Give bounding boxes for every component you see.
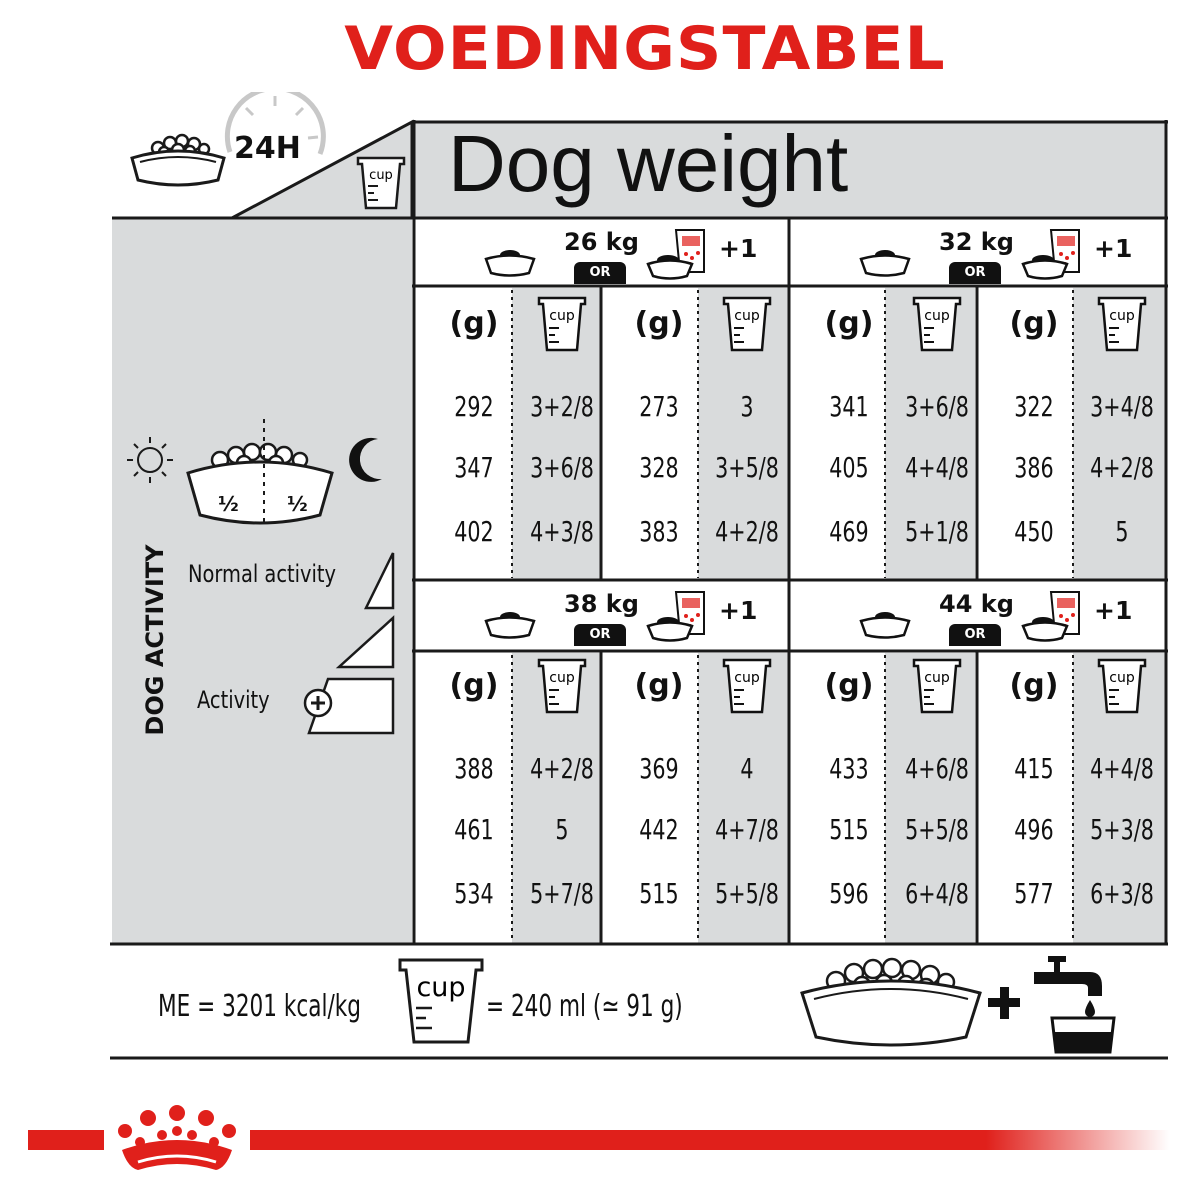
energy-value: ME = 3201 kcal/kg bbox=[158, 989, 361, 1024]
footer-food-bowl-icon bbox=[796, 955, 986, 1047]
weight-3-dry-cups-row-2: 5 bbox=[555, 813, 569, 846]
cup-icon-label: cup bbox=[369, 168, 393, 183]
half-left-label: ½ bbox=[218, 492, 239, 516]
weight-3-mixed-cup-icon bbox=[722, 658, 772, 716]
weight-3-mixed-grams-row-1: 369 bbox=[639, 752, 679, 785]
weight-1-dry-bowl-icon bbox=[482, 244, 538, 278]
weight-3-mixed-grams-row-2: 442 bbox=[639, 813, 679, 846]
weight-2-dry-cup-icon bbox=[912, 296, 962, 354]
weight-1-mixed-grams-row-3: 383 bbox=[639, 515, 679, 548]
weight-3-mixed-cups-row-2: 4+7/8 bbox=[715, 813, 779, 846]
royal-canin-crown-logo bbox=[112, 1100, 242, 1180]
weight-2-mixed-grams-row-2: 386 bbox=[1014, 451, 1054, 484]
weight-1-mixed-cup-icon bbox=[722, 296, 772, 354]
weight-1-dry-grams-row-1: 292 bbox=[454, 390, 494, 423]
weight-2-dry-cups-row-3: 5+1/8 bbox=[905, 515, 969, 548]
weight-2-mixed-cups-row-2: 4+2/8 bbox=[1090, 451, 1154, 484]
weight-1-mixed-grams-header: (g) bbox=[634, 306, 684, 341]
weight-4-dry-grams-row-2: 515 bbox=[829, 813, 869, 846]
dog-weight-title: Dog weight bbox=[448, 119, 849, 208]
food-bowl-icon bbox=[126, 128, 230, 188]
weight-4-wet-pouch-icon bbox=[1021, 588, 1087, 644]
weight-2-dry-grams-row-2: 405 bbox=[829, 451, 869, 484]
weight-4-dry-bowl-icon bbox=[857, 606, 913, 640]
half-right-label: ½ bbox=[287, 492, 308, 516]
weight-1-dry-cups-row-3: 4+3/8 bbox=[530, 515, 594, 548]
weight-2-mixed-grams-header: (g) bbox=[1009, 306, 1059, 341]
weight-4-dry-cups-row-3: 6+4/8 bbox=[905, 877, 969, 910]
weight-1-mixed-grams-row-2: 328 bbox=[639, 451, 679, 484]
weight-1-dry-grams-row-3: 402 bbox=[454, 515, 494, 548]
weight-2-dry-cups-row-2: 4+4/8 bbox=[905, 451, 969, 484]
weight-1-dry-grams-header: (g) bbox=[449, 306, 499, 341]
activity-plus-label: Activity bbox=[197, 686, 270, 714]
weight-3-mixed-cups-row-3: 5+5/8 bbox=[715, 877, 779, 910]
weight-2-dry-grams-row-1: 341 bbox=[829, 390, 869, 423]
svg-text:cup: cup bbox=[1109, 670, 1135, 686]
weight-1-dry-cups-row-2: 3+6/8 bbox=[530, 451, 594, 484]
weight-2-dry-cups-row-1: 3+6/8 bbox=[905, 390, 969, 423]
weight-3-wet-pouch-icon bbox=[646, 588, 712, 644]
weight-1-mixed-cups-row-2: 3+5/8 bbox=[715, 451, 779, 484]
weight-2-or-label: OR bbox=[949, 262, 1001, 284]
weight-4-mixed-grams-header: (g) bbox=[1009, 668, 1059, 703]
weight-3-dry-grams-row-1: 388 bbox=[454, 752, 494, 785]
svg-text:cup: cup bbox=[734, 670, 760, 686]
weight-1-dry-cup-icon bbox=[537, 296, 587, 354]
normal-activity-label: Normal activity bbox=[188, 560, 337, 588]
cup-icon bbox=[356, 156, 406, 212]
page-title: VOEDINGSTABEL bbox=[344, 14, 946, 84]
weight-2-wet-pouch-icon bbox=[1021, 226, 1087, 282]
weight-3-mixed-cups-row-1: 4 bbox=[740, 752, 754, 785]
footer-cup-label: cup bbox=[416, 972, 466, 1003]
weight-4-or-label: OR bbox=[949, 624, 1001, 646]
dog-activity-title: DOG ACTIVITY bbox=[141, 544, 169, 736]
sun-icon bbox=[127, 437, 173, 483]
weight-4-dry-cup-icon bbox=[912, 658, 962, 716]
svg-text:cup: cup bbox=[549, 308, 575, 324]
weight-3-dry-grams-header: (g) bbox=[449, 668, 499, 703]
weight-2-label: 32 kg bbox=[939, 228, 1014, 256]
weight-2-plus-one: +1 bbox=[1094, 234, 1133, 263]
svg-text:cup: cup bbox=[1109, 308, 1135, 324]
weight-2-mixed-grams-row-1: 322 bbox=[1014, 390, 1054, 423]
weight-2-mixed-cups-row-3: 5 bbox=[1115, 515, 1129, 548]
weight-2-mixed-cups-row-1: 3+4/8 bbox=[1090, 390, 1154, 423]
weight-3-dry-grams-row-3: 534 bbox=[454, 877, 494, 910]
weight-4-dry-grams-header: (g) bbox=[824, 668, 874, 703]
weight-3-or-label: OR bbox=[574, 624, 626, 646]
weight-1-wet-pouch-icon bbox=[646, 226, 712, 282]
weight-1-dry-grams-row-2: 347 bbox=[454, 451, 494, 484]
weight-3-dry-cups-row-3: 5+7/8 bbox=[530, 877, 594, 910]
weight-3-plus-one: +1 bbox=[719, 596, 758, 625]
weight-1-label: 26 kg bbox=[564, 228, 639, 256]
moon-icon bbox=[349, 438, 382, 482]
svg-text:cup: cup bbox=[924, 670, 950, 686]
day-night-bowl-group bbox=[120, 415, 400, 535]
weight-3-mixed-grams-header: (g) bbox=[634, 668, 684, 703]
weight-1-plus-one: +1 bbox=[719, 234, 758, 263]
weight-1-dry-cups-row-1: 3+2/8 bbox=[530, 390, 594, 423]
weight-3-dry-cups-row-1: 4+2/8 bbox=[530, 752, 594, 785]
weight-3-dry-grams-row-2: 461 bbox=[454, 813, 494, 846]
svg-text:cup: cup bbox=[924, 308, 950, 324]
weight-4-dry-grams-row-1: 433 bbox=[829, 752, 869, 785]
weight-4-dry-grams-row-3: 596 bbox=[829, 877, 869, 910]
weight-4-dry-cups-row-1: 4+6/8 bbox=[905, 752, 969, 785]
plus-circle-icon bbox=[302, 687, 334, 719]
svg-text:cup: cup bbox=[549, 670, 575, 686]
weight-4-dry-cups-row-2: 5+5/8 bbox=[905, 813, 969, 846]
weight-1-mixed-grams-row-1: 273 bbox=[639, 390, 679, 423]
weight-4-mixed-cups-row-2: 5+3/8 bbox=[1090, 813, 1154, 846]
weight-2-dry-grams-row-3: 469 bbox=[829, 515, 869, 548]
weight-4-mixed-grams-row-2: 496 bbox=[1014, 813, 1054, 846]
weight-4-mixed-cups-row-1: 4+4/8 bbox=[1090, 752, 1154, 785]
weight-2-dry-bowl-icon bbox=[857, 244, 913, 278]
weight-1-mixed-cups-row-3: 4+2/8 bbox=[715, 515, 779, 548]
weight-2-mixed-cup-icon bbox=[1097, 296, 1147, 354]
footer-cup-icon bbox=[398, 958, 484, 1046]
weight-3-label: 38 kg bbox=[564, 590, 639, 618]
weight-4-mixed-grams-row-3: 577 bbox=[1014, 877, 1054, 910]
weight-2-mixed-grams-row-3: 450 bbox=[1014, 515, 1054, 548]
svg-text:cup: cup bbox=[734, 308, 760, 324]
weight-1-or-label: OR bbox=[574, 262, 626, 284]
weight-4-mixed-cup-icon bbox=[1097, 658, 1147, 716]
plus-icon bbox=[986, 985, 1022, 1021]
weight-4-plus-one: +1 bbox=[1094, 596, 1133, 625]
weight-1-mixed-cups-row-1: 3 bbox=[740, 390, 754, 423]
weight-4-mixed-grams-row-1: 415 bbox=[1014, 752, 1054, 785]
weight-3-dry-bowl-icon bbox=[482, 606, 538, 640]
weight-4-label: 44 kg bbox=[939, 590, 1014, 618]
weight-3-dry-cup-icon bbox=[537, 658, 587, 716]
weight-2-dry-grams-header: (g) bbox=[824, 306, 874, 341]
cup-equivalence: = 240 ml (≃ 91 g) bbox=[486, 989, 683, 1024]
weight-4-mixed-cups-row-3: 6+3/8 bbox=[1090, 877, 1154, 910]
clock-label: 24H bbox=[234, 131, 301, 166]
weight-3-mixed-grams-row-3: 515 bbox=[639, 877, 679, 910]
water-tap-icon bbox=[1030, 952, 1120, 1056]
